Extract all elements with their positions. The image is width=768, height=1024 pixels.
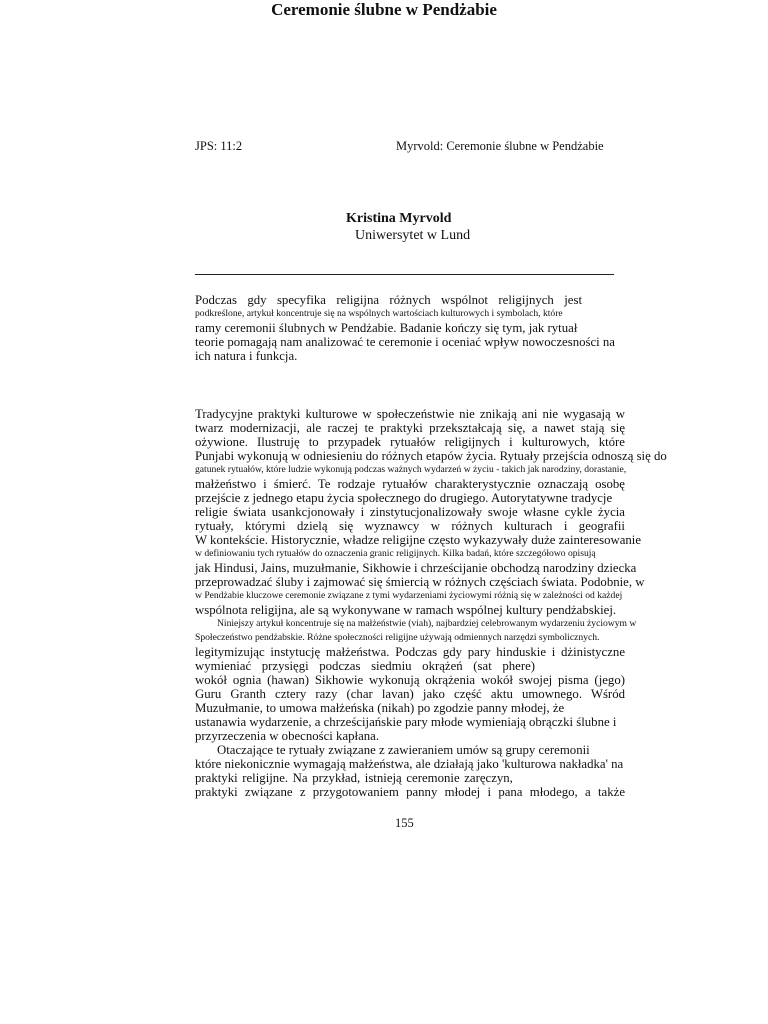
body-line: Punjabi wykonują w odniesieniu do różnych etapów życia. Rytuały przejścia odnoszą się do xyxy=(195,449,667,463)
running-header-right: Myrvold: Ceremonie ślubne w Pendżabie xyxy=(396,139,604,153)
author-name: Kristina Myrvold xyxy=(346,211,452,226)
author-affiliation: Uniwersytet w Lund xyxy=(355,228,471,243)
body-text xyxy=(195,407,670,799)
running-header-left: JPS: 11:2 xyxy=(195,139,243,153)
body-line: jak Hindusi, Jains, muzułmanie, Sikhowie i chrześcijanie obchodzą narodziny dziecka xyxy=(195,561,637,575)
body-line: wymieniać przysięgi podczas siedmiu okrążeń (sat phere) xyxy=(195,659,536,673)
body-line: Tradycyjne praktyki kulturowe w społeczeństwie nie znikają ani nie wygasają w xyxy=(195,407,625,421)
body-line: przyrzeczenia w obecności kapłana. xyxy=(195,729,380,743)
body-line: twarz modernizacji, ale raczej te praktyki przekształcają się, a nawet stają się xyxy=(195,421,625,435)
abstract xyxy=(195,293,625,363)
body-line: praktyki związane z przygotowaniem panny młodej i pana młodego, a także xyxy=(195,785,625,799)
abstract-line: ich natura i funkcja. xyxy=(195,349,298,363)
body-line: w definiowaniu tych rytuałów do oznaczenia granic religijnych. Kilka badań, które szczegółowo opisują xyxy=(195,548,596,559)
body-line: W kontekście. Historycznie, władze religijne często wykazywały duże zainteresowanie xyxy=(195,533,642,547)
body-line: małżeństwo i śmierć. Te rodzaje rytuałów charakterystycznie oznaczają osobę xyxy=(195,477,625,491)
body-line: ustanawia wydarzenie, a chrześcijańskie pary młode wymieniają obrączki ślubne i xyxy=(195,715,617,729)
body-line: w Pendżabie kluczowe ceremonie związane z tymi wydarzeniami życiowymi różnią się w zależności od każdej xyxy=(195,590,623,601)
body-line: legitymizując instytucję małżeństwa. Podczas gdy pary hinduskie i dżinistyczne xyxy=(195,645,625,659)
abstract-line: podkreślone, artykuł koncentruje się na wspólnych wartościach kulturowych i symbolach, które xyxy=(195,308,563,319)
body-line: które niekonicznie wymagają małżeństwa, ale działają jako 'kulturowa nakładka' na xyxy=(195,757,624,771)
abstract-line: ramy ceremonii ślubnych w Pendżabie. Badanie kończy się tym, jak rytuał xyxy=(195,321,578,335)
title-divider xyxy=(195,274,614,275)
body-line: Niniejszy artykuł koncentruje się na małżeństwie (viah), najbardziej celebrowanym wydarzeniu życiowym w xyxy=(217,618,637,629)
abstract-line: teorie pomagają nam analizować te ceremonie i oceniać wpływ nowoczesności na xyxy=(195,335,615,349)
body-line: Otaczające te rytuały związane z zawieraniem umów są grupy ceremonii xyxy=(217,743,590,757)
body-line: przeprowadzać śluby i zajmować się śmiercią w różnych częściach świata. Podobnie, w xyxy=(195,575,645,589)
body-line: rytuały, którymi dzielą się wyznawcy w różnych kulturach i geografii xyxy=(195,519,625,533)
body-line: Społeczeństwo pendżabskie. Różne społeczności religijne używają odmiennych narzędzi symbolicznych. xyxy=(195,632,600,643)
page-number: 155 xyxy=(395,816,414,830)
abstract-line: Podczas gdy specyfika religijna różnych wspólnot religijnych jest xyxy=(195,293,582,307)
body-line: Guru Granth cztery razy (char lavan) jako część aktu umownego. Wśród xyxy=(195,687,625,701)
body-line: wokół ognia (hawan) Sikhowie wykonują okrążenia wokół swojej pisma (jego) xyxy=(195,673,625,687)
body-line: ożywione. Ilustruję to przypadek rytuałów religijnych i kulturowych, które xyxy=(195,435,625,449)
body-line: Muzułmanie, to umowa małżeńska (nikah) po zgodzie panny młodej, że xyxy=(195,701,565,715)
body-line: przejście z jednego etapu życia społecznego do drugiego. Autorytatywne tradycje xyxy=(195,491,613,505)
body-line: praktyki religijne. Na przykład, istnieją ceremonie zaręczyn, xyxy=(195,771,513,785)
article-title: Ceremonie ślubne w Pendżabie xyxy=(271,0,497,19)
body-line: wspólnota religijna, ale są wykonywane w ramach wspólnej kultury pendżabskiej. xyxy=(195,603,617,617)
body-line: gatunek rytuałów, które ludzie wykonują podczas ważnych wydarzeń w życiu - takich jak narodziny, dorastanie, xyxy=(195,464,627,475)
body-line: religie świata usankcjonowały i zinstytucjonalizowały swoje własne cykle życia xyxy=(195,505,625,519)
